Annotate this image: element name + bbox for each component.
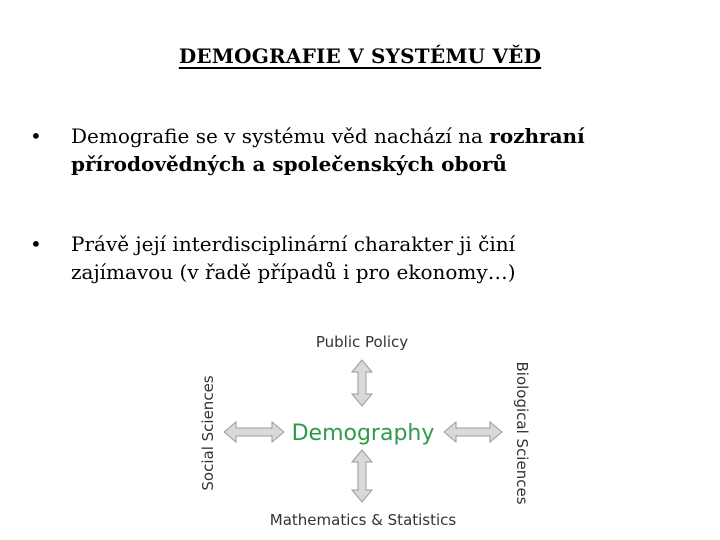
- bullet-marker: •: [30, 232, 42, 256]
- diagram-center-demography: Demography: [291, 421, 435, 446]
- diagram-label-public-policy: Public Policy: [315, 333, 409, 351]
- slide-title: DEMOGRAFIE V SYSTÉMU VĚD: [178, 44, 542, 68]
- arrow-left-right-left-icon: [224, 422, 284, 442]
- bullet-list: [30, 122, 700, 286]
- bullet-text-line1: Právě její interdisciplinární charakter ji činí: [71, 232, 516, 256]
- diagram-label-biological-sciences: Biological Sciences: [513, 361, 531, 505]
- arrow-up-down-bottom-icon: [352, 450, 372, 502]
- bullet-text-line2: zajímavou (v řadě případů i pro ekonomy…): [71, 260, 516, 284]
- diagram-label-social-sciences: Social Sciences: [199, 375, 217, 491]
- bullet-item-interdisciplinary: [30, 230, 700, 286]
- demography-diagram: [180, 325, 540, 535]
- arrow-up-down-top-icon: [352, 360, 372, 406]
- arrow-left-right-right-icon: [444, 422, 502, 442]
- bullet-item-position: [30, 122, 700, 178]
- bullet-emphasis-rozhrani: rozhraní: [489, 124, 585, 148]
- bullet-emphasis-fields: přírodovědných a společenských oborů: [71, 152, 507, 176]
- diagram-label-mathematics-statistics: Mathematics & Statistics: [269, 511, 457, 529]
- bullet-marker: •: [30, 124, 42, 148]
- bullet-text: Demografie se v systému věd nachází na: [71, 124, 490, 148]
